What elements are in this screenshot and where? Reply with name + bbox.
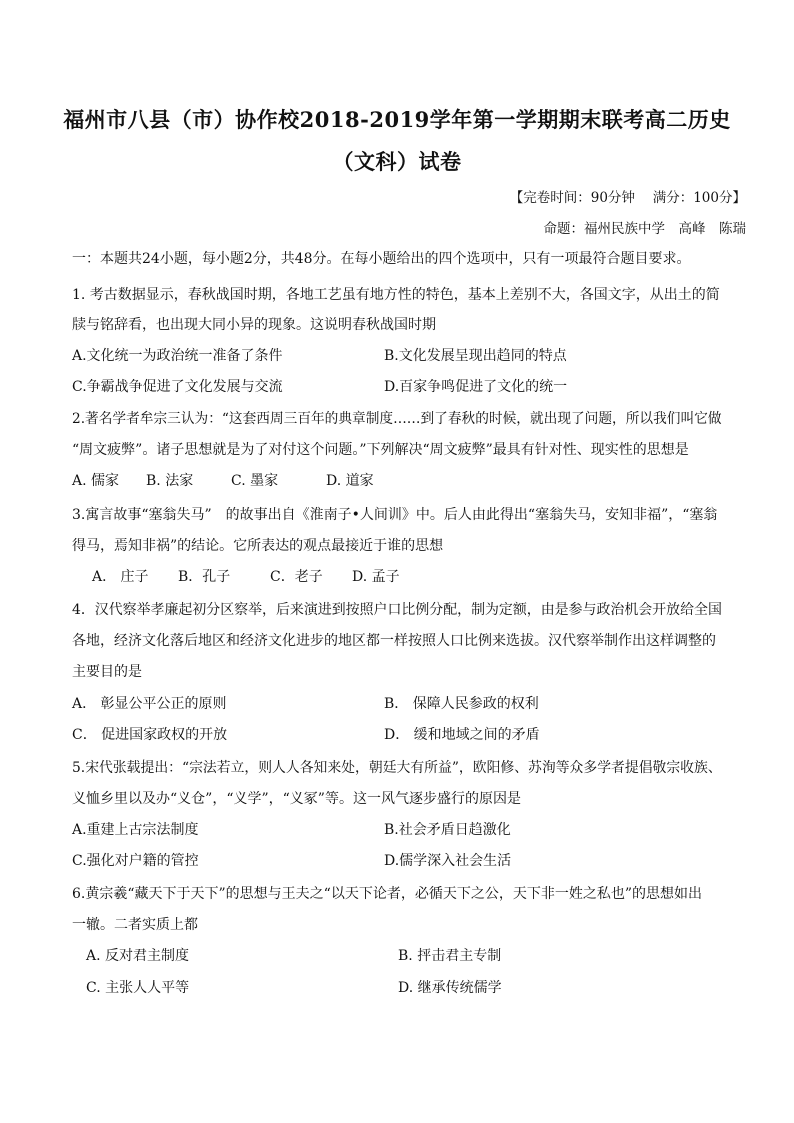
question-3-option-d: D. 孟子 <box>352 569 400 585</box>
exam-title-line2: （文科）试卷 <box>332 149 462 174</box>
question-1-option-c: C.争霸战争促进了文化发展与交流 <box>72 379 283 395</box>
exam-author-info: 命题：福州民族中学 高峰 陈瑞 <box>543 221 746 237</box>
question-4-stem-line2: 各地，经济文化落后地区和经济文化进步的地区都一样按照人口比例来选拔。汉代察举制作出这样调整的 <box>72 633 716 649</box>
question-5-option-a: A.重建上古宗法制度 <box>72 822 199 838</box>
question-3-stem-line1: 3.寓言故事“塞翁失马” 的故事出自《淮南子•人间训》中。后人由此得出“塞翁失马，安知非福”，“塞翁 <box>72 507 718 523</box>
question-6-option-a: A. 反对君主制度 <box>86 948 190 964</box>
question-6-option-b: B. 抨击君主专制 <box>398 948 502 964</box>
section-intro: 一：本题共24小题，每小题2分，共48分。在每小题给出的四个选项中，只有一项最符合题目要求。 <box>72 251 691 267</box>
question-5-option-c: C.强化对户籍的管控 <box>72 853 199 869</box>
question-4-stem-line1: 4．汉代察举孝廉起初分区察举，后来演进到按照户口比例分配，制为定额，由是参与政治机会开放给全国 <box>72 602 722 618</box>
question-6-option-d: D. 继承传统儒学 <box>398 980 502 996</box>
question-1-stem-line2: 牍与铭辞看，也出现大同小异的现象。这说明春秋战国时期 <box>72 317 436 333</box>
question-3-stem-line2: 得马，焉知非祸”的结论。它所表达的观点最接近于谁的思想 <box>72 538 444 554</box>
question-1-option-d: D.百家争鸣促进了文化的统一 <box>384 379 568 395</box>
question-2-stem-line2: “周文疲弊”。诸子思想就是为了对付这个问题。”下列解决“周文疲弊”最具有针对性、现实性的思想是 <box>72 442 689 458</box>
question-5-stem-line1: 5.宋代张载提出：“宗法若立，则人人各知来处，朝廷大有所益”，欧阳修、苏洵等众多学者提倡敬宗收族、 <box>72 760 722 776</box>
question-5-option-b: B.社会矛盾日趋激化 <box>384 822 511 838</box>
question-3-option-c: C．老子 <box>270 569 323 585</box>
question-1-stem-line1: 1. 考古数据显示，春秋战国时期，各地工艺虽有地方性的特色，基本上差别不大，各国文字，从出土的简 <box>72 287 720 303</box>
question-1-option-b: B.文化发展呈现出趋同的特点 <box>384 348 567 364</box>
question-4-option-d: D． 缓和地域之间的矛盾 <box>384 727 540 743</box>
exam-title-line1: 福州市八县（市）协作校2018-2019学年第一学期期末联考高二历史 <box>63 107 731 132</box>
question-2-option-c: C. 墨家 <box>231 473 279 489</box>
exam-time-info: 【完卷时间：90分钟 满分：100分】 <box>509 190 746 206</box>
question-4-option-c: C． 促进国家政权的开放 <box>72 727 228 743</box>
question-2-option-b: B. 法家 <box>146 473 194 489</box>
question-3-option-a: A． 庄子 <box>92 569 149 585</box>
question-6-stem-line1: 6.黄宗羲“藏天下于天下”的思想与王夫之“以天下论者，必循天下之公，天下非一姓之私也”的思想如出 <box>72 886 702 902</box>
question-1-option-a: A.文化统一为政治统一准备了条件 <box>72 348 283 364</box>
question-2-option-a: A. 儒家 <box>72 473 120 489</box>
question-2-option-d: D. 道家 <box>326 473 374 489</box>
question-6-option-c: C. 主张人人平等 <box>86 980 190 996</box>
question-2-stem-line1: 2.著名学者牟宗三认为：“这套西周三百年的典章制度……到了春秋的时候，就出现了问题，所以我们叫它做 <box>72 411 722 427</box>
question-5-stem-line2: 义恤乡里以及办“义仓”，“义学”，“义冢”等。这一风气逐步盛行的原因是 <box>72 791 521 807</box>
question-3-option-b: B．孔子 <box>178 569 231 585</box>
question-6-stem-line2: 一辙。二者实质上都 <box>72 917 198 933</box>
question-4-stem-line3: 主要目的是 <box>72 664 142 680</box>
question-4-option-b: B． 保障人民参政的权利 <box>384 696 539 712</box>
question-4-option-a: A． 彰显公平公正的原则 <box>72 696 227 712</box>
question-5-option-d: D.儒学深入社会生活 <box>384 853 512 869</box>
